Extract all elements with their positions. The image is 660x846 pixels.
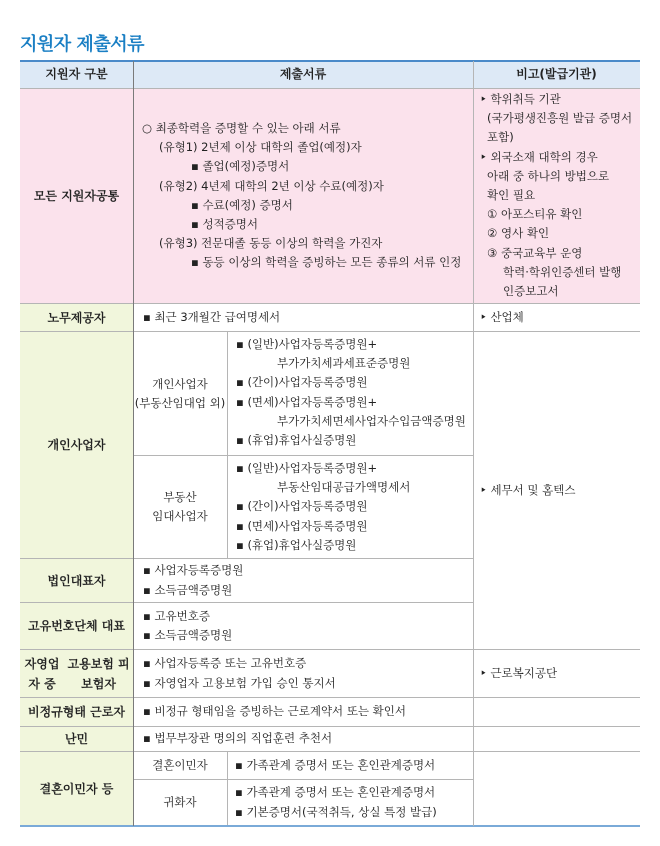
common-type2-doc1: ▪ 수료(예정) 증명서	[191, 197, 293, 212]
marriage-sub1-doc	[227, 752, 473, 779]
header-docs: 제출서류	[133, 61, 473, 88]
common-note-line: 인증보고서	[503, 284, 559, 299]
common-label	[20, 88, 133, 303]
header-note: 비고(발급기관)	[473, 61, 640, 88]
common-note-line: 아래 중 하나의 방법으로	[487, 168, 610, 183]
labor-note-text: ‣ 산업체	[480, 310, 524, 325]
marriage-sub2-doc: ▪ 기본증명서(국적취득, 상실 특정 발급)	[235, 804, 437, 819]
self-note-text: ‣ 근로복지공단	[480, 665, 558, 680]
table-bottom-border	[20, 825, 640, 827]
grid-line	[133, 455, 473, 456]
grid-line	[227, 752, 228, 825]
irregular-label: 비정규형태 근로자	[20, 698, 133, 726]
self-label	[20, 650, 133, 697]
self-label-line1: 자영업자 중	[24, 656, 60, 691]
biz-label: 개인사업자	[20, 332, 133, 558]
biz-sub1-doc: ▪ (간이)사업자등록증명원	[236, 375, 368, 390]
grid-line	[227, 332, 228, 558]
marriage-sub2-label-text: 귀화자	[163, 794, 197, 809]
refugee-label: 난민	[20, 727, 133, 751]
marriage-sub2-doc: ▪ 가족관계 증명서 또는 혼인관계증명서	[235, 785, 436, 800]
marriage-sub2-label	[133, 780, 227, 825]
irregular-doc-text: ▪ 비정규 형태임을 증빙하는 근로계약서 또는 확인서	[143, 704, 407, 719]
corp-doc: ▪ 소득금액증명원	[143, 582, 233, 597]
biz-sub2-label	[133, 456, 227, 558]
grid-line	[473, 61, 474, 826]
biz-sub2-doc: ▪ (면세)사업자등록증명원	[236, 518, 368, 533]
grid-line	[20, 751, 640, 752]
marriage-sub1-label	[133, 752, 227, 779]
common-label-line2: 공통	[95, 188, 120, 203]
biz-sub2-doc: ▪ (일반)사업자등록증명원+	[236, 461, 378, 475]
self-docs	[133, 650, 473, 697]
irregular-doc	[133, 698, 473, 726]
refugee-doc	[133, 727, 473, 751]
biz-sub1-doc: 부가가치세과세표준증명원	[277, 356, 411, 371]
self-label-line2: 고용보험 피보험자	[67, 656, 130, 691]
common-type2: (유형2) 4년제 대학의 2년 이상 수료(예정)자	[159, 178, 384, 193]
header-group: 지원자 구분	[20, 61, 133, 88]
common-intro: ○ 최종학력을 증명할 수 있는 아래 서류	[142, 121, 341, 135]
biz-sub2-doc: 부동산임대공급가액명세서	[277, 480, 411, 495]
biz-sub2-doc: ▪ (휴업)휴업사실증명원	[236, 537, 357, 552]
biz-sub1-doc: ▪ (일반)사업자등록증명원+	[236, 337, 378, 351]
unique-doc: ▪ 고유번호증	[143, 608, 210, 623]
refugee-doc-text: ▪ 법무부장관 명의의 직업훈련 추천서	[143, 731, 333, 746]
corp-doc: ▪ 사업자등록증명원	[143, 563, 244, 578]
common-note-line: 확인 필요	[487, 188, 536, 203]
biz-sub1-doc: ▪ (면세)사업자등록증명원+	[236, 394, 378, 409]
common-label-line1: 모든 지원자	[33, 188, 96, 203]
table-top-border	[20, 60, 640, 62]
common-note-line: ‣ 외국소재 대학의 경우	[480, 149, 598, 164]
biz-sub1-label-line2: (부동산임대업 외)	[134, 396, 226, 410]
self-doc: ▪ 자영업자 고용보험 가입 승인 통지서	[143, 675, 336, 690]
grid-line	[20, 88, 640, 89]
biz-sub1-doc: ▪ (휴업)휴업사실증명원	[236, 433, 357, 448]
marriage-label: 결혼이민자 등	[20, 752, 133, 825]
common-type3: (유형3) 전문대졸 동등 이상의 학력을 가진자	[159, 236, 383, 251]
grid-line	[20, 558, 473, 559]
labor-doc-text: ▪ 최근 3개월간 급여명세서	[143, 310, 281, 325]
biz-sub1-doc: 부가가치세면세사업자수입금액증명원	[277, 413, 466, 428]
grid-line	[20, 649, 640, 650]
grid-line	[133, 779, 473, 780]
common-note-line: ③ 중국교육부 운영	[487, 245, 583, 260]
common-note-line: ‣ 학위취득 기관	[480, 92, 561, 106]
biz-sub1-label-line1: 개인사업자	[152, 376, 208, 391]
common-type1-doc: ▪ 졸업(예정)증명서	[191, 159, 290, 174]
biz-sub1-docs	[227, 335, 473, 450]
biz-sub2-label-line2: 임대사업자	[152, 509, 208, 523]
unique-doc: ▪ 소득금액증명원	[143, 628, 233, 642]
common-note-line: (국가평생진흥원 발급 증명서	[487, 111, 633, 126]
corp-label: 법인대표자	[20, 559, 133, 602]
biz-sub2-label-line1: 부동산	[163, 489, 197, 504]
common-note-line: 학력·학위인증센터 발행	[503, 264, 622, 279]
biz-note	[473, 332, 640, 649]
grid-line	[20, 303, 640, 304]
labor-label: 노무제공자	[20, 304, 133, 332]
grid-line	[20, 331, 640, 332]
common-note-line: ② 영사 확인	[487, 226, 550, 241]
corp-docs	[133, 559, 473, 602]
common-note-line: ① 아포스티유 확인	[487, 207, 583, 222]
labor-note	[473, 304, 640, 332]
common-note	[473, 90, 640, 301]
marriage-sub1-label-text: 결혼이민자	[152, 757, 208, 772]
common-note-line: 포함)	[487, 130, 514, 145]
grid-line	[20, 602, 473, 603]
common-type1: (유형1) 2년제 이상 대학의 졸업(예정)자	[159, 140, 362, 155]
biz-sub2-docs	[227, 459, 473, 555]
grid-line	[20, 726, 640, 727]
unique-label-line2: 단체 대표	[74, 619, 125, 633]
self-doc: ▪ 사업자등록증 또는 고유번호증	[143, 656, 307, 671]
common-type2-doc2: ▪ 성적증명서	[191, 217, 258, 232]
grid-line	[20, 697, 640, 698]
biz-sub1-label	[133, 332, 227, 456]
biz-note-text: ‣ 세무서 및 홈텍스	[480, 482, 576, 497]
common-docs	[133, 119, 473, 273]
labor-doc	[133, 304, 473, 332]
page-title: 지원자 제출서류	[20, 34, 144, 55]
marriage-sub1-doc-text: ▪ 가족관계 증명서 또는 혼인관계증명서	[235, 757, 436, 772]
unique-label-line1: 고유번호	[28, 619, 75, 633]
grid-line	[133, 61, 134, 826]
self-note	[473, 650, 640, 697]
unique-docs	[133, 603, 473, 649]
biz-sub2-doc: ▪ (간이)사업자등록증명원	[236, 499, 368, 514]
common-type3-doc: ▪ 동등 이상의 학력을 증빙하는 모든 종류의 서류 인정	[191, 255, 462, 270]
unique-label	[20, 603, 133, 649]
marriage-sub2-docs	[227, 780, 473, 825]
